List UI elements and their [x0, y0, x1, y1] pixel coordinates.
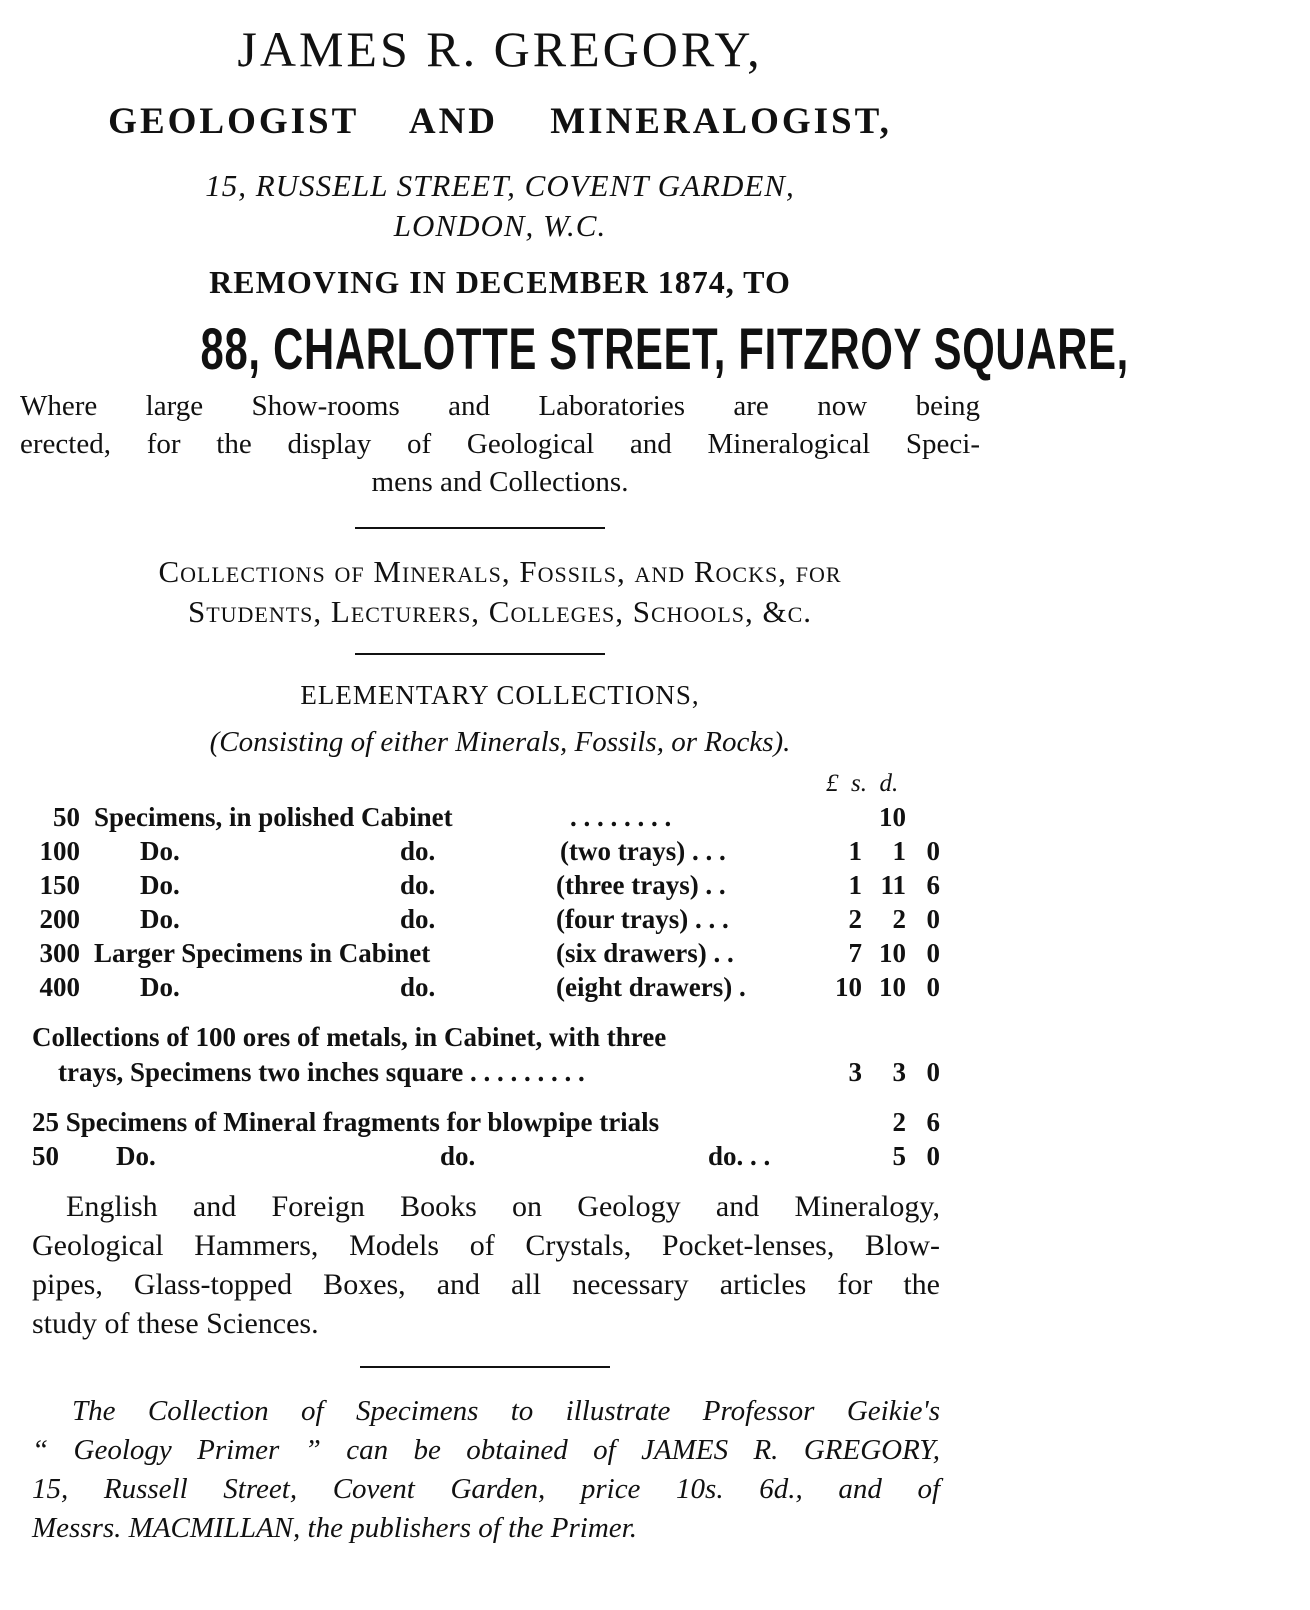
row-pounds: 1 [848, 870, 862, 900]
ores-line-1: Collections of 100 ores of metals, in Cabinet, with three [32, 1022, 667, 1052]
blowpipe-pence: 6 [926, 1107, 940, 1137]
ores-row [0, 1057, 1000, 1091]
blowpipe-row2-pence: 0 [926, 1141, 940, 1171]
row-pence: 0 [926, 938, 940, 968]
blowpipe-row-1 [0, 1107, 1000, 1141]
row-qty: 200 [39, 904, 80, 934]
row-qty: 150 [39, 870, 80, 900]
intro-line-2: erected, for the display of Geological and Mineralogical Speci- [20, 428, 980, 460]
row-pence: 0 [926, 836, 940, 866]
row-pounds: 2 [848, 904, 862, 934]
row-item: Do. [140, 870, 180, 900]
books-line-1: English and Foreign Books on Geology and Mineralogy, [66, 1190, 940, 1223]
row-ditto: do. [400, 870, 436, 900]
ores-shillings: 3 [892, 1057, 906, 1087]
row-shillings: 10 [879, 802, 906, 832]
row-ditto: do. [400, 836, 436, 866]
blowpipe-ditto-2: do. . . [708, 1141, 771, 1171]
row-item: Do. [140, 836, 180, 866]
row-pence: 0 [926, 972, 940, 1002]
table-row [0, 972, 1000, 1006]
row-qty: 50 [53, 802, 80, 832]
elementary-title: ELEMENTARY COLLECTIONS, [300, 680, 700, 710]
blowpipe-text: 25 Specimens of Mineral fragments for blowpipe trials [32, 1107, 660, 1137]
row-ditto: do. [400, 972, 436, 1002]
row-ditto: do. [400, 904, 436, 934]
blowpipe-shillings: 2 [892, 1107, 906, 1137]
row-pounds: 1 [848, 836, 862, 866]
footer-line-2: “ Geology Primer ” can be obtained of JAMES R. GREGORY, [32, 1434, 940, 1466]
footer-line-1: The Collection of Specimens to illustrate Professor Geikie's [72, 1395, 940, 1427]
row-qty: 400 [39, 972, 80, 1002]
currency-header: £ s. d. [826, 770, 899, 797]
table-row [0, 904, 1000, 938]
table-row [0, 938, 1000, 972]
row-pence: 6 [926, 870, 940, 900]
profession-line: GEOLOGIST AND MINERALOGIST, [108, 101, 892, 142]
blowpipe-qty: 50 [32, 1141, 59, 1171]
ores-pounds: 3 [848, 1057, 862, 1087]
row-shillings: 10 [879, 972, 906, 1002]
row-item: Larger Specimens in Cabinet [94, 938, 431, 968]
blowpipe-ditto: do. [440, 1141, 476, 1171]
row-shillings: 2 [892, 904, 906, 934]
divider-1 [355, 527, 605, 529]
row-detail: (two trays) . . . [560, 836, 726, 866]
table-row [0, 836, 1000, 870]
blowpipe-row-2 [0, 1141, 1000, 1175]
books-line-2: Geological Hammers, Models of Crystals, Pocket-lenses, Blow- [32, 1229, 940, 1262]
row-item: Do. [140, 904, 180, 934]
row-qty: 100 [39, 836, 80, 866]
row-shillings: 10 [879, 938, 906, 968]
address-line-1: 15, RUSSELL STREET, COVENT GARDEN, [205, 168, 795, 203]
row-detail: (four trays) . . . [556, 904, 729, 934]
ores-line-2: trays, Specimens two inches square . . . . . . . . . [58, 1057, 585, 1087]
row-detail: . . . . . . . . [570, 802, 672, 832]
blowpipe-item: Do. [116, 1141, 156, 1171]
footer-line-3: 15, Russell Street, Covent Garden, price 10s. 6d., and of [32, 1473, 940, 1505]
advertiser-name: JAMES R. GREGORY, [237, 21, 763, 77]
collections-line-2: Students, Lecturers, Colleges, Schools, &c. [187, 594, 813, 629]
elementary-subtitle: (Consisting of either Minerals, Fossils, or Rocks). [209, 726, 791, 758]
removal-notice: REMOVING IN DECEMBER 1874, TO [209, 264, 791, 300]
new-address-wrap [20, 316, 1129, 386]
row-shillings: 11 [880, 870, 906, 900]
row-detail: (six drawers) . . [556, 938, 734, 968]
row-pounds: 7 [848, 938, 862, 968]
blowpipe-row2-shillings: 5 [892, 1141, 906, 1171]
row-shillings: 1 [892, 836, 906, 866]
books-line-4: study of these Sciences. [32, 1307, 319, 1340]
footer-line-4: Messrs. MACMILLAN, the publishers of the Primer. [32, 1512, 637, 1544]
row-item: Specimens, in polished Cabinet [94, 802, 453, 832]
intro-line-3: mens and Collections. [371, 466, 629, 498]
row-item: Do. [140, 972, 180, 1002]
row-pence: 0 [926, 904, 940, 934]
table-row [0, 802, 1000, 836]
divider-2 [355, 653, 605, 655]
row-detail: (three trays) . . [556, 870, 726, 900]
collections-line-1: Collections of Minerals, Fossils, and Rocks, for [158, 554, 842, 589]
row-qty: 300 [39, 938, 80, 968]
ores-pence: 0 [926, 1057, 940, 1087]
intro-line-1: Where large Show-rooms and Laboratories are now being [20, 390, 980, 422]
row-pounds: 10 [835, 972, 862, 1002]
books-line-3: pipes, Glass-topped Boxes, and all necessary articles for the [32, 1268, 940, 1301]
row-detail: (eight drawers) . [556, 972, 746, 1002]
table-row [0, 870, 1000, 904]
address-line-2: LONDON, W.C. [393, 208, 607, 243]
divider-3 [360, 1366, 610, 1368]
new-address: 88, CHARLOTTE STREET, FITZROY SQUARE, [200, 317, 1129, 382]
